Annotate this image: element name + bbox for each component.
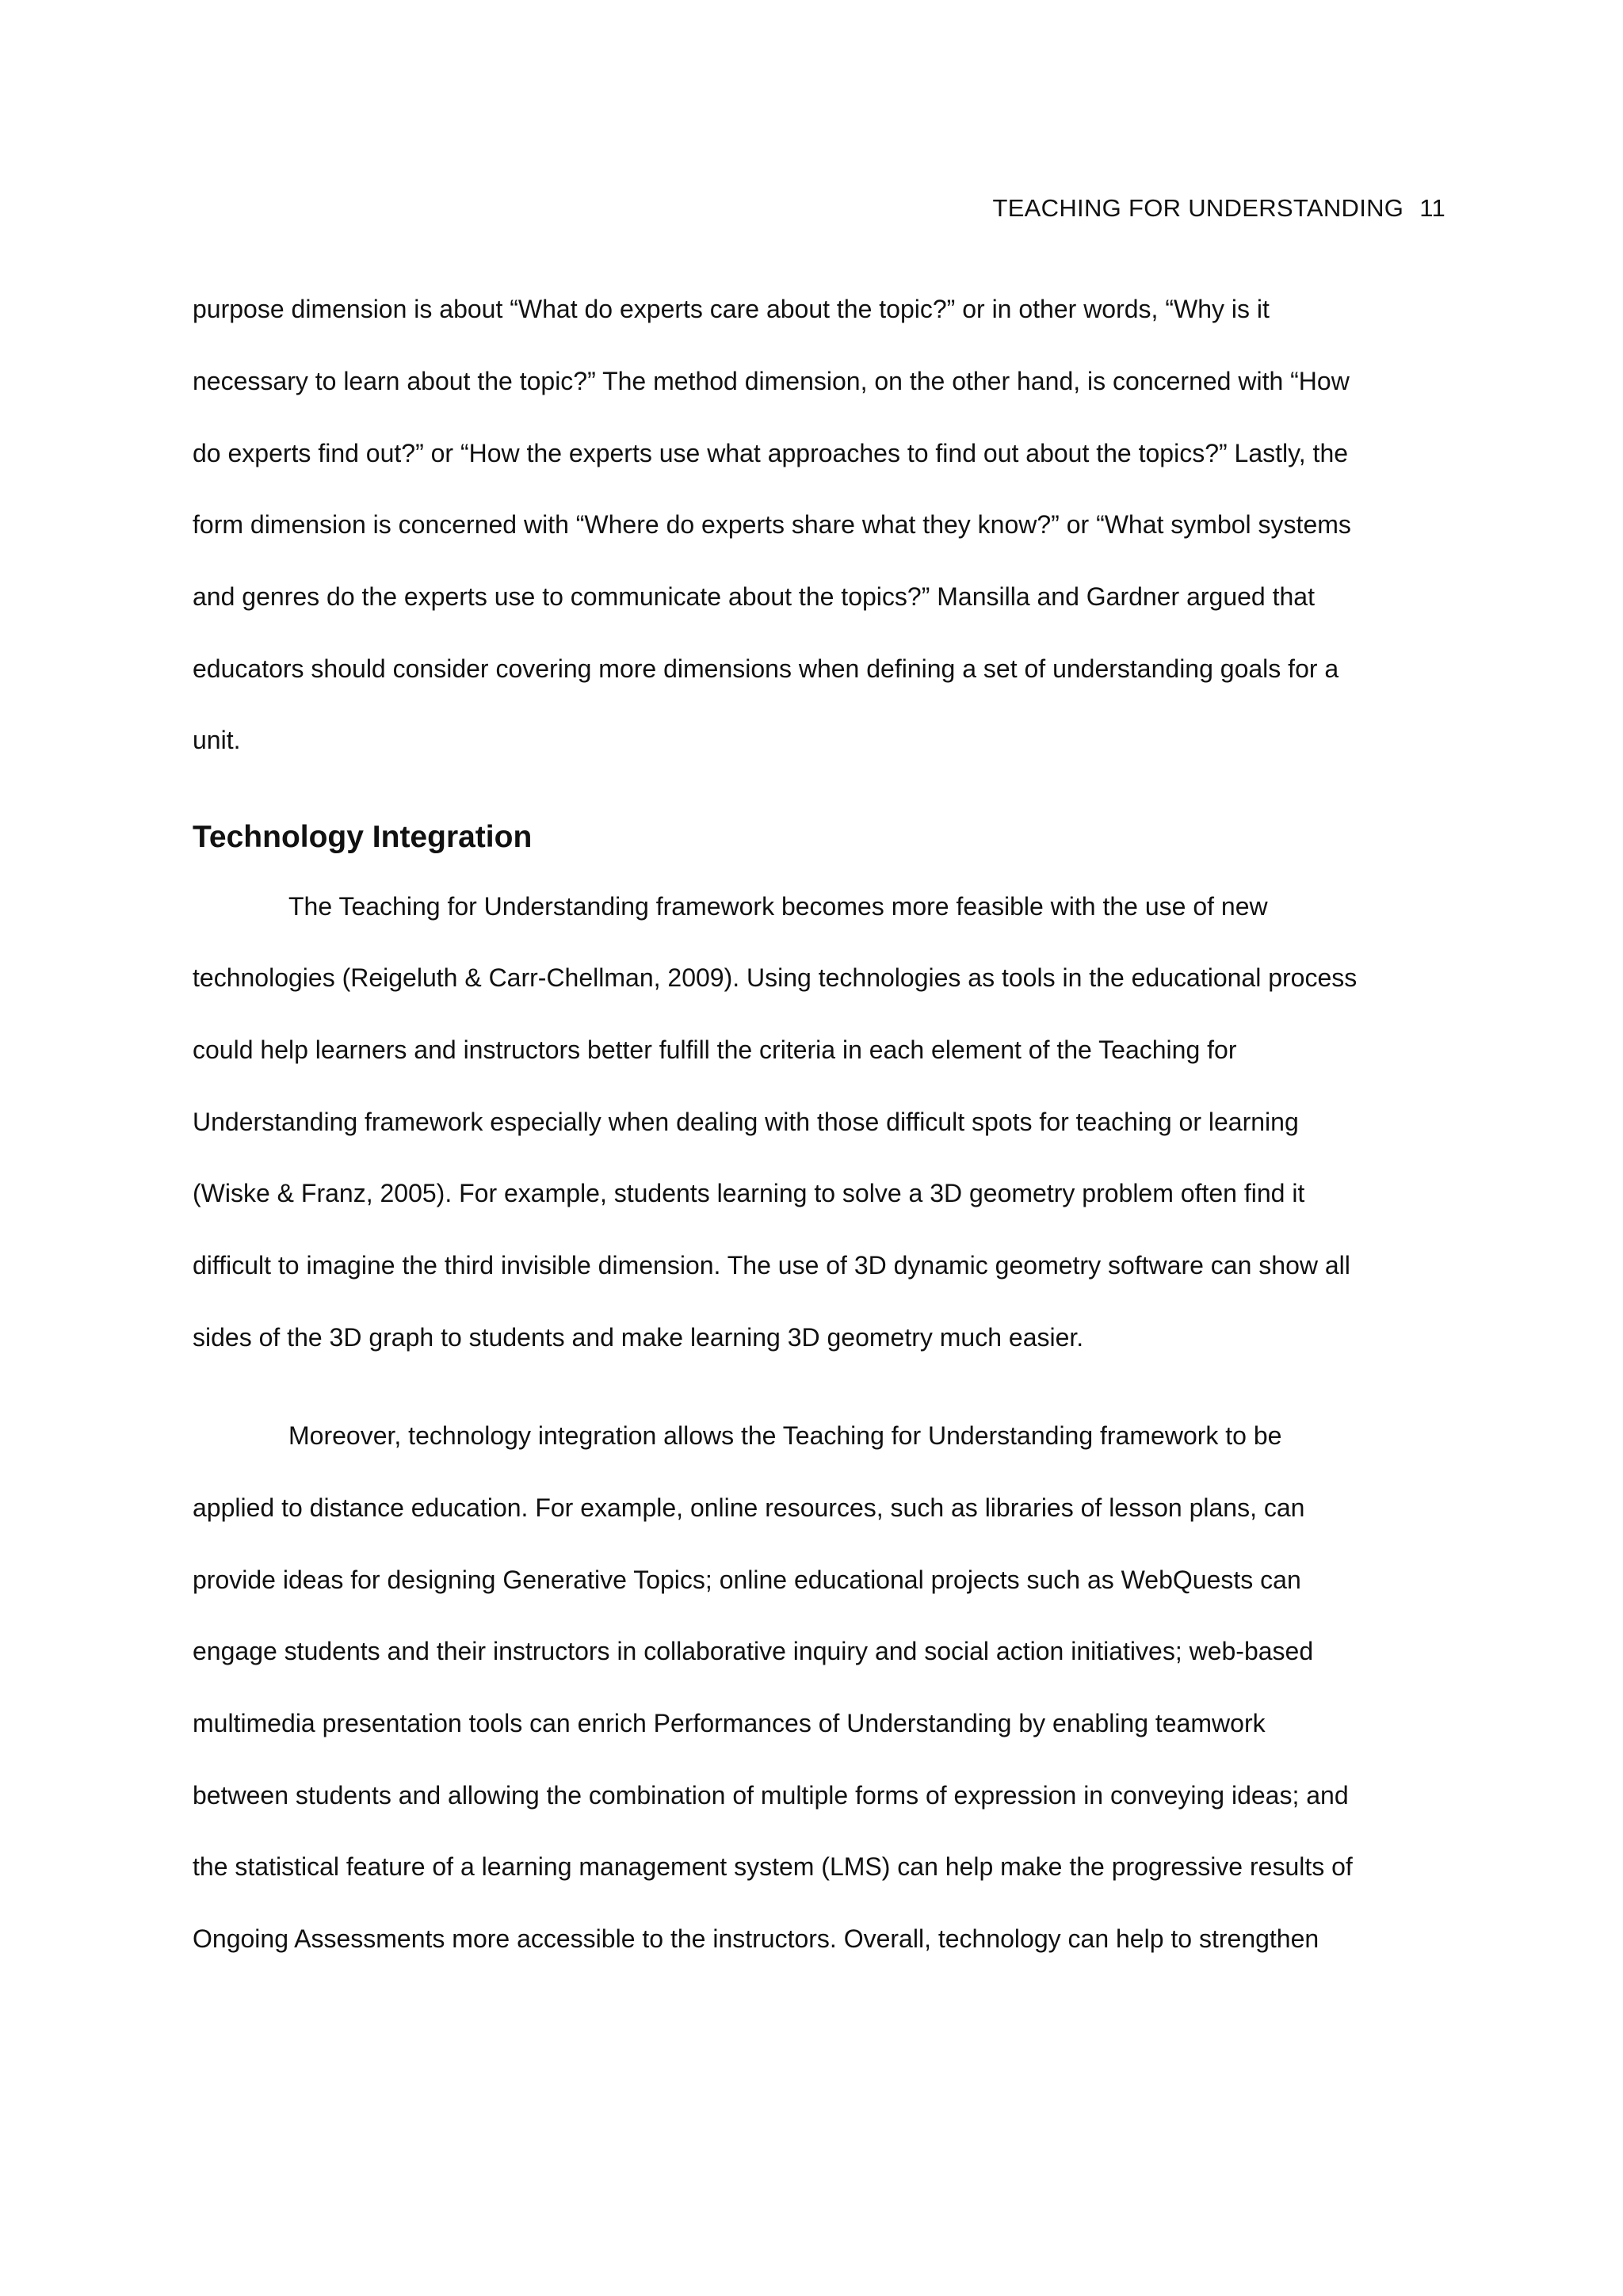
paragraph-line: form dimension is concerned with “Where do experts share what they know?” or “What symbol systems [193,510,1351,539]
running-head [992,193,1445,224]
paragraph-line: The Teaching for Understanding framework becomes more feasible with the use of new [288,892,1268,921]
page-number: 11 [1419,194,1445,222]
running-head-title: TEACHING FOR UNDERSTANDING [992,194,1404,222]
paragraph-line: purpose dimension is about “What do experts care about the topic?” or in other words, “Why is it [193,295,1270,323]
paragraph-line: provide ideas for designing Generative Topics; online educational projects such as WebQuests can [193,1566,1301,1594]
section-heading: Technology Integration [193,820,533,854]
paragraph-line: and genres do the experts use to communicate about the topics?” Mansilla and Gardner argued that [193,582,1315,611]
paragraph-line: between students and allowing the combination of multiple forms of expression in conveying ideas; and [193,1781,1349,1810]
paragraph-line: the statistical feature of a learning management system (LMS) can help make the progressive results of [193,1852,1353,1881]
paragraph-line: unit. [193,726,241,754]
paragraph-line: (Wiske & Franz, 2005). For example, students learning to solve a 3D geometry problem often find it [193,1179,1305,1207]
paragraph-line: technologies (Reigeluth & Carr-Chellman, 2009). Using technologies as tools in the educational process [193,963,1358,992]
paragraph-line: could help learners and instructors better fulfill the criteria in each element of the Teaching for [193,1035,1237,1064]
paragraph-line: do experts find out?” or “How the experts use what approaches to find out about the topics?” Lastly, the [193,439,1349,467]
paragraph-line: necessary to learn about the topic?” The method dimension, on the other hand, is concerned with “How [193,367,1350,395]
paragraph-line: educators should consider covering more dimensions when defining a set of understanding goals for a [193,654,1339,683]
paragraph-line: applied to distance education. For example, online resources, such as libraries of lesson plans, can [193,1493,1305,1522]
paragraph-line: engage students and their instructors in collaborative inquiry and social action initiatives; web-based [193,1637,1314,1665]
paragraph-line: Moreover, technology integration allows the Teaching for Understanding framework to be [288,1421,1282,1450]
paragraph-line: multimedia presentation tools can enrich Performances of Understanding by enabling teamwork [193,1709,1266,1737]
paragraph-line: Understanding framework especially when dealing with those difficult spots for teaching or learning [193,1108,1299,1136]
paragraph-line: difficult to imagine the third invisible dimension. The use of 3D dynamic geometry software can show all [193,1251,1350,1280]
paragraph-line: Ongoing Assessments more accessible to the instructors. Overall, technology can help to strengthen [193,1924,1319,1953]
paragraph-line: sides of the 3D graph to students and make learning 3D geometry much easier. [193,1323,1084,1352]
